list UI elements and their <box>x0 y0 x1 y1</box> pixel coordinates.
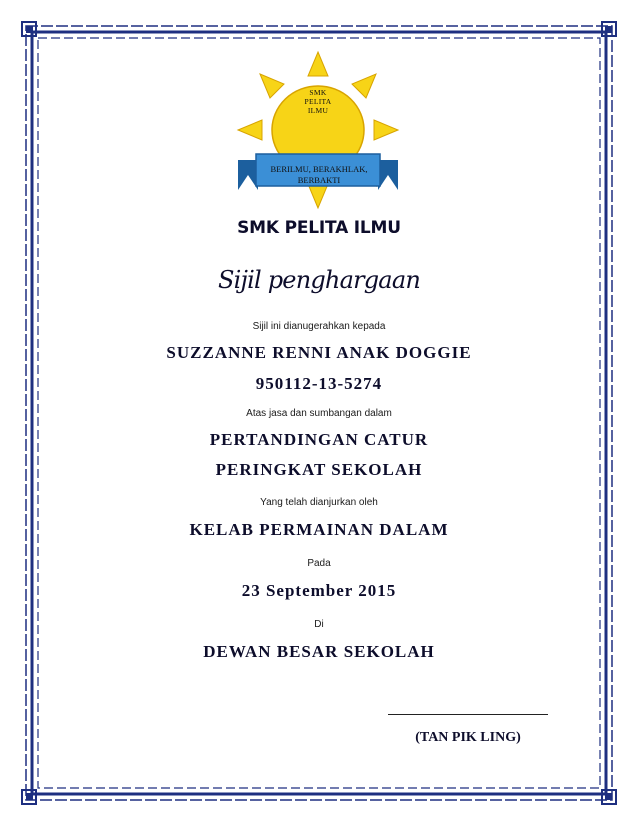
school-logo <box>236 50 400 214</box>
organizer-label: Yang telah dianjurkan oleh <box>260 497 378 508</box>
event-line-2: PERINGKAT SEKOLAH <box>215 460 423 479</box>
corner-ornament-bottom-left <box>22 790 36 804</box>
logo-sun-line: ILMU <box>307 106 329 115</box>
certificate-title: Sijil penghargaan <box>217 266 420 294</box>
logo-motto-line: BERBAKTI <box>297 175 341 185</box>
logo-motto-line: BERILMU, BERAKHLAK, <box>270 164 368 174</box>
venue-name: DEWAN BESAR SEKOLAH <box>203 642 435 661</box>
corner-ornament-bottom-right <box>602 790 616 804</box>
logo-sun-text <box>286 88 350 115</box>
contribution-label: Atas jasa dan sumbangan dalam <box>246 408 392 419</box>
signature-line <box>388 714 548 715</box>
logo-motto <box>258 164 380 186</box>
awarded-to-label: Sijil ini dianugerahkan kepada <box>252 321 386 332</box>
logo-sun-line: SMK <box>309 88 327 97</box>
date-label: Pada <box>307 558 331 569</box>
logo-sun-line: PELITA <box>304 97 332 106</box>
organizer-name: KELAB PERMAINAN DALAM <box>189 520 449 539</box>
school-name: SMK PELITA ILMU <box>237 218 401 238</box>
corner-ornament-top-left <box>22 22 36 36</box>
recipient-name: SUZZANNE RENNI ANAK DOGGIE <box>166 343 472 362</box>
corner-ornament-top-right <box>602 22 616 36</box>
event-line-1: PERTANDINGAN CATUR <box>209 430 429 449</box>
venue-label: Di <box>314 619 324 630</box>
award-date: 23 September 2015 <box>241 581 397 600</box>
signatory-name: (TAN PIK LING) <box>415 730 521 745</box>
recipient-id: 950112-13-5274 <box>255 374 383 393</box>
